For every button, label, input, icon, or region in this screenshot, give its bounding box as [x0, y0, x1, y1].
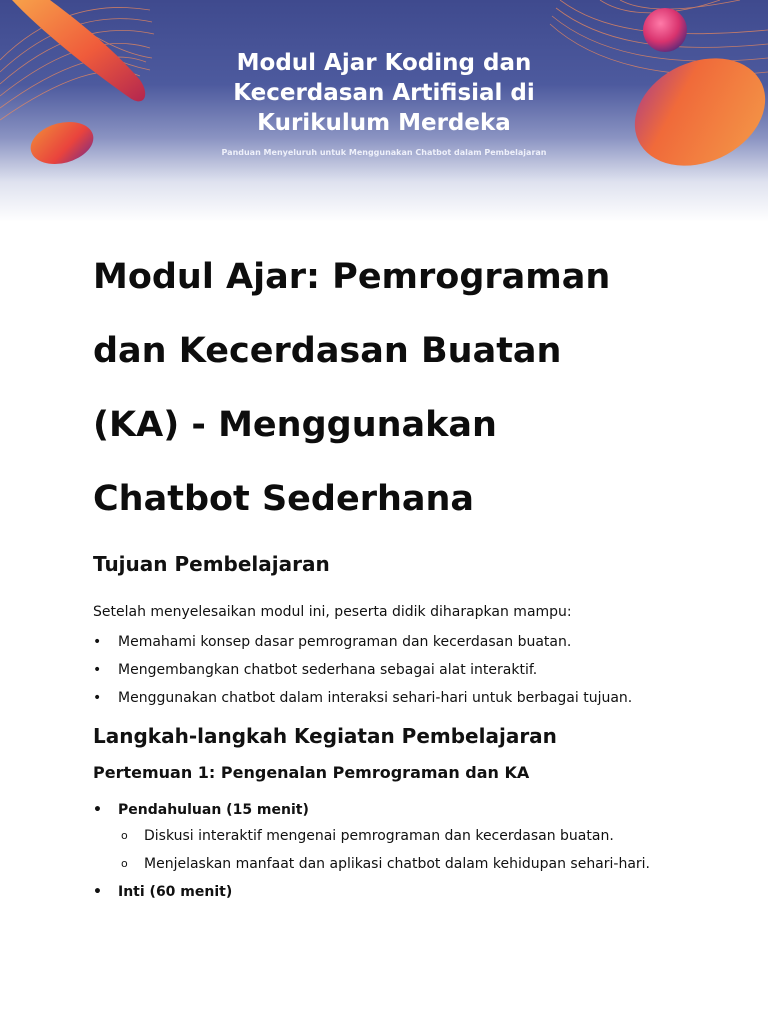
list-item [93, 632, 693, 652]
banner-title-line: Modul Ajar Koding dan [236, 50, 532, 76]
sub-list-item-text: Menjelaskan manfaat dan aplikasi chatbot dalam kehidupan sehari-hari. [144, 856, 651, 872]
small-left-blob [26, 115, 98, 170]
bullet-icon: • [93, 690, 102, 706]
phase-sub-list [93, 826, 693, 874]
section-intro: Setelah menyelesaikan modul ini, peserta didik diharapkan mampu: [93, 604, 572, 620]
header-banner [0, 0, 768, 222]
circle-bullet-icon: o [121, 829, 128, 842]
meeting-title: Pertemuan 1: Pengenalan Pemrograman dan KA [93, 763, 530, 782]
phase-pendahuluan [93, 800, 693, 874]
bullet-icon: • [93, 662, 102, 678]
banner-title-line: Kurikulum Merdeka [257, 110, 511, 136]
banner-title-line: Kecerdasan Artifisial di [233, 80, 535, 106]
circle-bullet-icon: o [121, 857, 128, 870]
phase-label: Inti (60 menit) [118, 884, 233, 900]
document-title-line: (KA) - Menggunakan [93, 405, 497, 445]
list-item-text: Memahami konsep dasar pemrograman dan kecerdasan buatan. [118, 634, 572, 650]
phase-label-row [93, 882, 693, 902]
document-title [93, 240, 693, 536]
document-title-line: Chatbot Sederhana [93, 479, 475, 519]
section-heading-langkah: Langkah-langkah Kegiatan Pembelajaran [93, 724, 557, 748]
section-heading-tujuan: Tujuan Pembelajaran [93, 552, 330, 576]
phase-inti [93, 882, 693, 902]
sub-list-item [93, 854, 693, 874]
objectives-list [93, 632, 693, 708]
list-item [93, 688, 693, 708]
document-title-line: Modul Ajar: Pemrograman [93, 257, 611, 297]
phase-label: Pendahuluan (15 menit) [118, 802, 309, 818]
list-item [93, 660, 693, 680]
document-title-line: dan Kecerdasan Buatan [93, 331, 562, 371]
banner-title [150, 48, 618, 138]
sub-list-item [93, 826, 693, 846]
document-body [93, 240, 693, 902]
left-wire-swirl [0, 0, 154, 120]
list-item-text: Menggunakan chatbot dalam interaksi sehari-hari untuk berbagai tujuan. [118, 690, 633, 706]
bullet-icon: • [93, 634, 102, 650]
phase-label-row [93, 800, 693, 820]
banner-subtitle: Panduan Menyeluruh untuk Menggunakan Chatbot dalam Pembelajaran [221, 148, 547, 157]
bullet-icon: • [93, 884, 102, 900]
bullet-icon: • [93, 802, 102, 818]
list-item-text: Mengembangkan chatbot sederhana sebagai alat interaktif. [118, 662, 538, 678]
top-right-ball [643, 8, 687, 52]
sub-list-item-text: Diskusi interaktif mengenai pemrograman dan kecerdasan buatan. [144, 828, 614, 844]
